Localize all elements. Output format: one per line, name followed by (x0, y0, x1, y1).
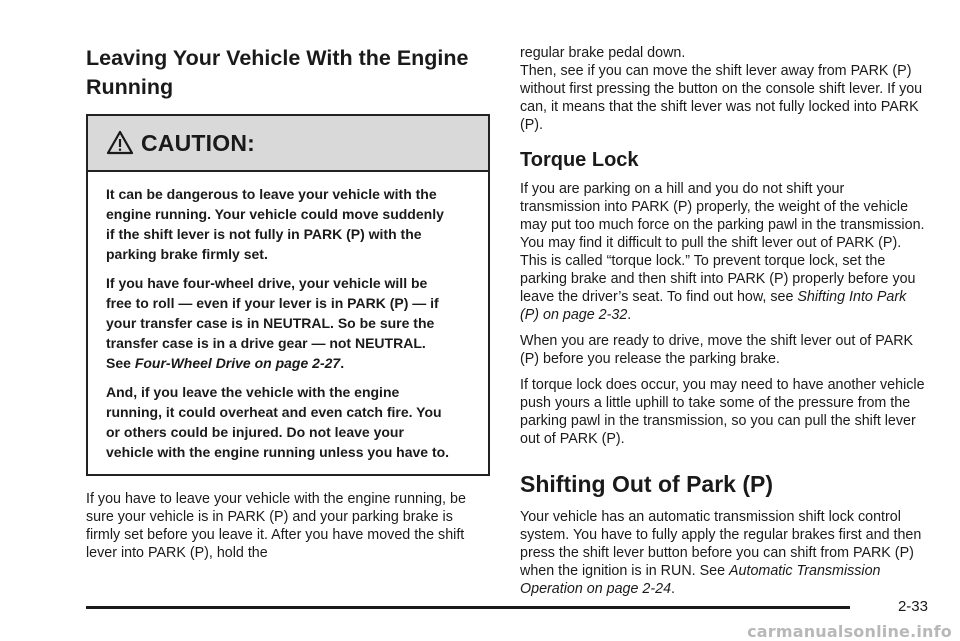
cross-reference-link[interactable]: Four-Wheel Drive on page 2-27 (134, 355, 341, 371)
caution-paragraph (106, 273, 454, 373)
caution-text: If you have four-wheel drive, your vehicle will be free to roll — even if your lever is in PARK (P) — if your transfer case is in NEUTRAL. So be sure the transfer case is in a drive gear — not NEUTRAL. See (106, 275, 439, 371)
caution-box (86, 114, 490, 476)
warning-triangle-icon (106, 129, 134, 157)
body-paragraph (520, 180, 928, 324)
page-number: 2-33 (897, 598, 928, 615)
caution-title: CAUTION: (141, 129, 256, 156)
cross-reference-link[interactable]: Automatic Transmission Operation on page 2-24 (520, 563, 881, 597)
body-paragraph: Then, see if you can move the shift lever away from PARK (P) without first pressing the button on the console shift lever. If you can, it means that the shift lever was not fully locked into PARK (P). (520, 63, 923, 133)
left-column (86, 44, 490, 570)
body-text: If you are parking on a hill and you do not shift your transmission into PARK (P) properly, the weight of the vehicle may put too much force on the parking pawl in the transmission. You may find it difficult to pull the shift lever out of PARK (P). This is called “torque lock.” To prevent torque lock, set the parking brake and then shift into PARK (P) properly before you leave the driver’s seat. To find out how, see (520, 181, 925, 305)
caution-body (88, 172, 488, 474)
section-heading-shifting-out: Shifting Out of Park (P) (520, 471, 773, 497)
watermark: carmanualsonline.info (747, 622, 952, 641)
section-heading-torque-lock: Torque Lock (520, 149, 639, 171)
body-paragraph (520, 508, 928, 598)
caution-paragraph: It can be dangerous to leave your vehicle with the engine running. Your vehicle could move suddenly if the shift lever is not fully in PARK (P) with the parking brake firmly set. (106, 186, 444, 262)
body-text: . (627, 307, 632, 323)
body-text: Your vehicle has an automatic transmission shift lock control system. You have to fully apply the regular brakes first and then press the shift lever button before you can shift from PARK (P) when the ignition is in RUN. See (520, 509, 922, 579)
body-paragraph: When you are ready to drive, move the shift lever out of PARK (P) before you release the parking brake. (520, 333, 914, 367)
caution-header (88, 116, 488, 172)
body-text: . (671, 581, 676, 597)
footer-rule (86, 606, 850, 609)
caution-paragraph: And, if you leave the vehicle with the engine running, it could overheat and even catch fire. You or others could be injured. Do not leave your vehicle with the engine running unless you have to. (106, 384, 450, 460)
section-heading-leaving-vehicle: Leaving Your Vehicle With the Engine Running (86, 46, 469, 99)
body-paragraph: If you have to leave your vehicle with the engine running, be sure your vehicle is in PARK (P) and your parking brake is firmly set before you leave it. After you have moved the shift lever into PARK (P), hold the (86, 491, 466, 561)
caution-text: . (340, 355, 345, 371)
cross-reference-link[interactable]: Shifting Into Park (P) on page 2-32 (520, 289, 907, 323)
body-paragraph: If torque lock does occur, you may need to have another vehicle push yours a little uphill to take some of the pressure from the parking pawl in the transmission, so you can pull the shift lever out of PARK (P). (520, 377, 925, 447)
body-paragraph: regular brake pedal down. (520, 45, 686, 61)
right-column (520, 44, 928, 606)
